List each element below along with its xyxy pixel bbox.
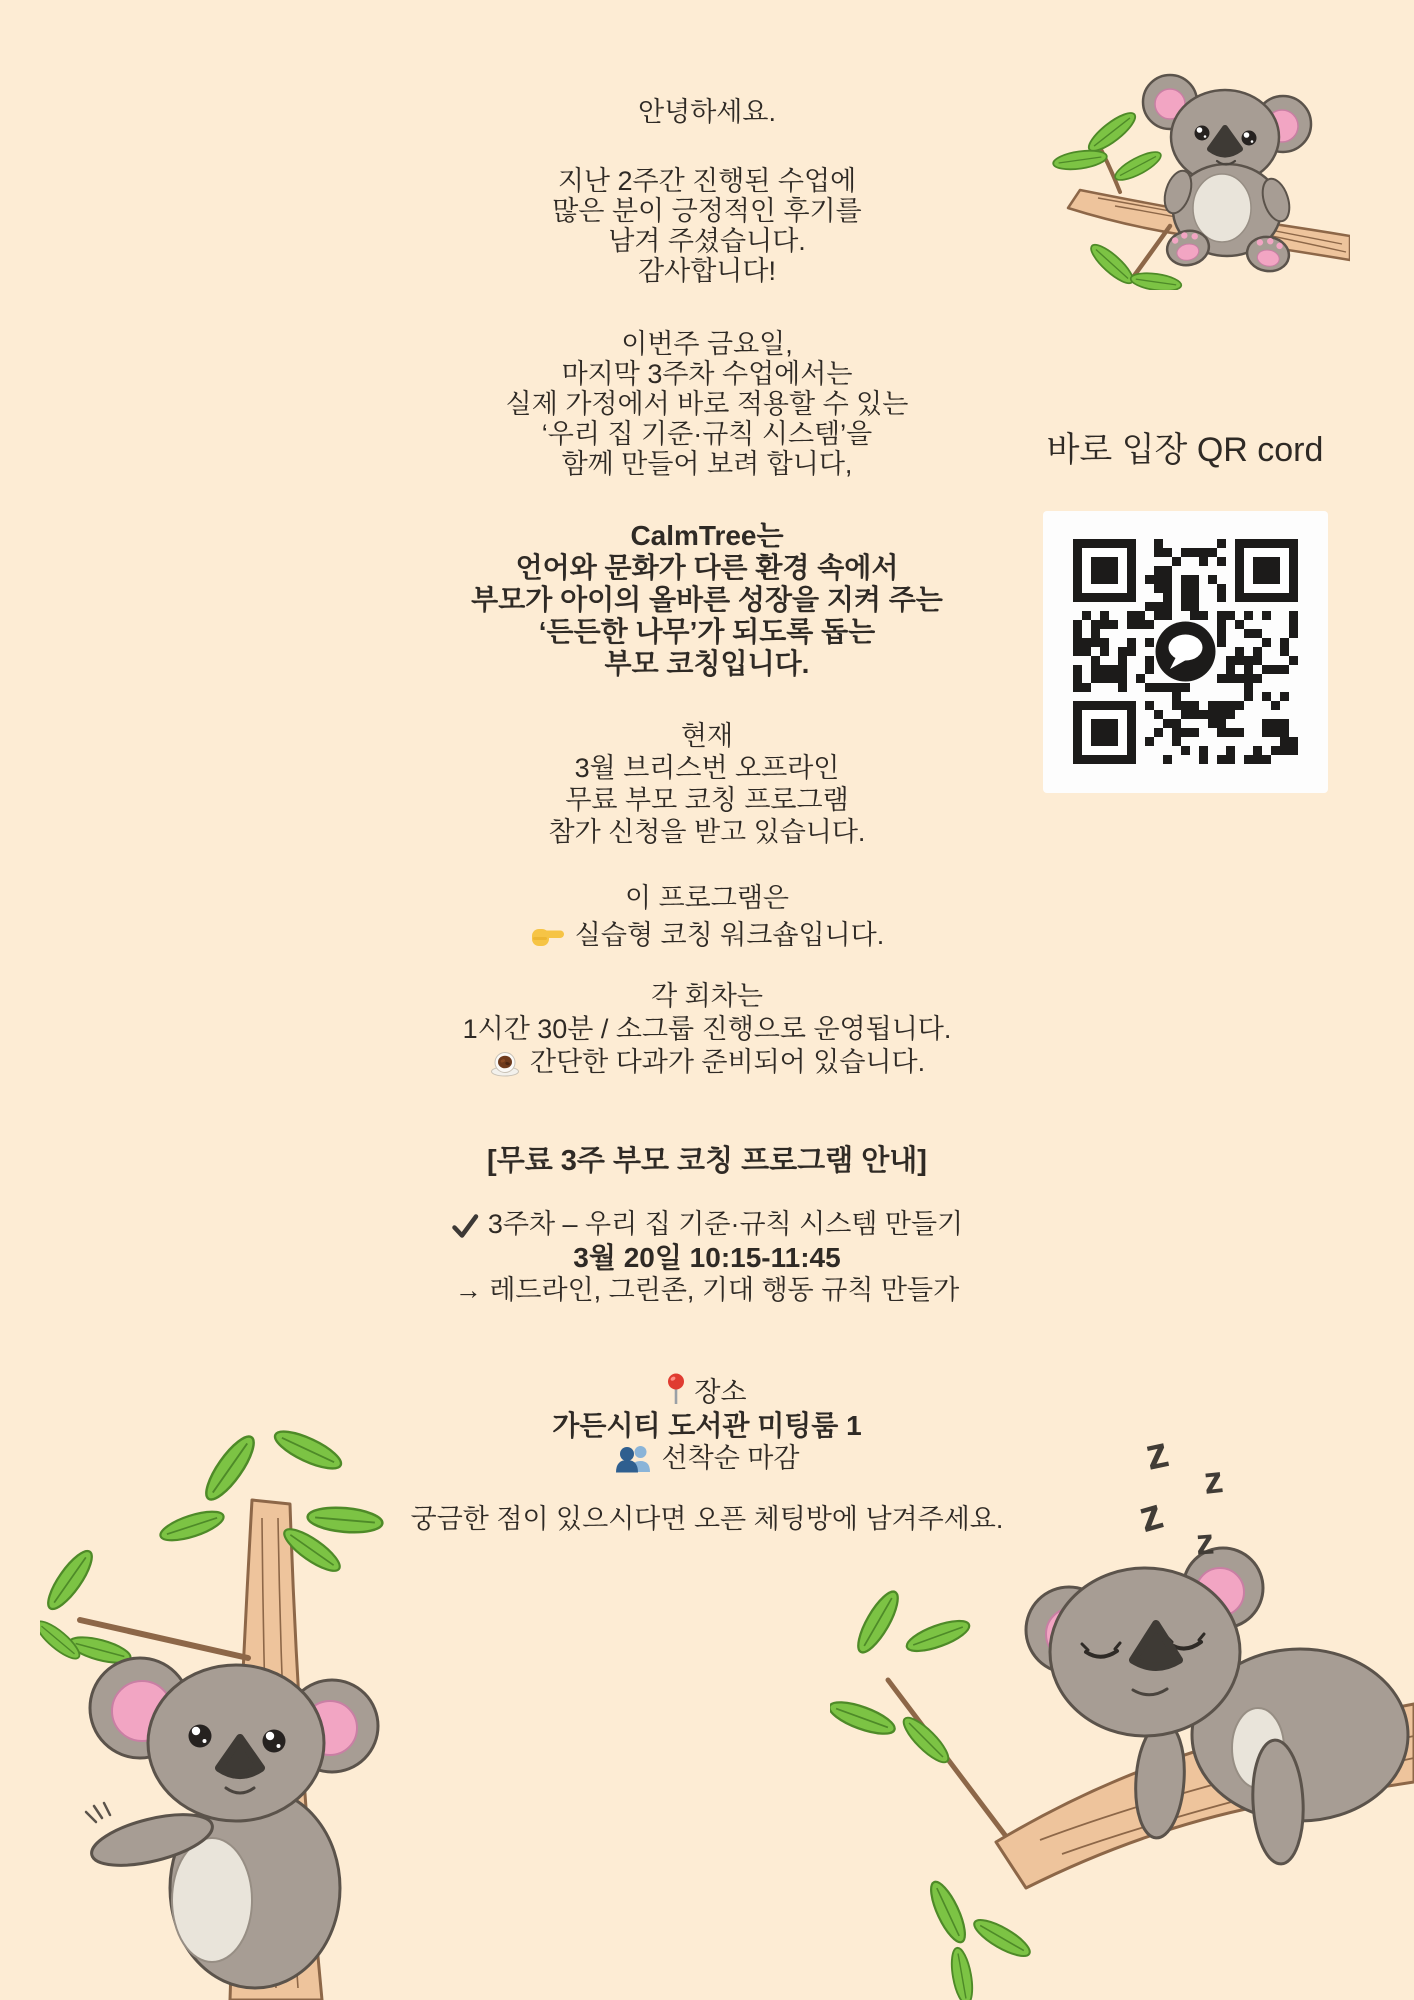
check-icon <box>451 1213 479 1239</box>
this-week-paragraph: 이번주 금요일, 마지막 3주차 수업에서는 실제 가정에서 바로 적용할 수 있는 ‘우리 집 기준·규칙 시스템’을 함께 만들어 보려 합니다, <box>505 329 909 479</box>
week3-schedule: 3주차 – 우리 집 기준·규칙 시스템 만들기 3월 20일 10:15-11:45 → 레드라인, 그린존, 기대 행동 규칙 만들가 <box>0 1208 1414 1307</box>
program-type-paragraph: 이 프로그램은 실습형 코칭 워크숍입니다. <box>0 880 1414 954</box>
qr-code <box>1043 511 1328 793</box>
pointing-right-icon <box>530 922 566 950</box>
greeting-text: 안녕하세요. <box>638 97 776 127</box>
sleep-z-letter: z <box>1201 1459 1226 1503</box>
calmtree-intro: CalmTree는 언어와 문화가 다른 환경 속에서 부모가 아이의 올바른 성장을 지켜 주는 ‘든든한 나무’가 되도록 돕는 부모 코칭입니다. <box>471 520 943 679</box>
sleep-z-letter: z <box>1133 1488 1169 1543</box>
people-icon <box>615 1443 653 1473</box>
koala-climbing-illustration <box>40 1408 410 2000</box>
location-pin-icon <box>667 1373 685 1407</box>
current-program-paragraph: 현재 3월 브리스번 오프라인 무료 부모 코칭 프로그램 참가 신청을 받고 있습니다. <box>548 721 866 847</box>
footer-note: 궁금한 점이 있으시다면 오픈 체팅방에 남겨주세요. <box>410 1504 1004 1534</box>
session-info-paragraph: 각 회차는 1시간 30분 / 소그룹 진행으로 운영됩니다. 간단한 다과가 준비되어 있습니다. <box>462 981 952 1077</box>
notice-title: [무료 3주 부모 코칭 프로그램 안내] <box>487 1145 927 1177</box>
sleep-z-letter: z <box>1194 1520 1216 1563</box>
sleep-z-letter: z <box>1141 1427 1173 1480</box>
coffee-icon <box>489 1049 521 1077</box>
koala-sitting-illustration <box>1020 40 1350 290</box>
koala-sleeping-illustration <box>830 1540 1414 2000</box>
thanks-paragraph: 지난 2주간 진행된 수업에 많은 분이 긍정적인 후기를 남겨 주셨습니다. 감사합니다! <box>552 166 862 286</box>
qr-code-pattern <box>1073 539 1298 764</box>
place-info: 장소 가든시티 도서관 미팅룸 1 선착순 마감 <box>0 1373 1414 1475</box>
qr-caption: 바로 입장 QR cord <box>1046 431 1324 469</box>
